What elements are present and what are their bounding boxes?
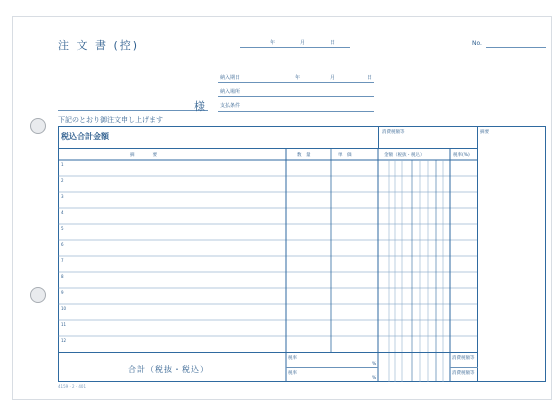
remarks-label: 摘要 [480,130,489,135]
tax-rate-label-2: 税率 [288,371,297,376]
percent-label-1: % [372,362,377,367]
date-year-label: 年 [270,40,276,46]
request-text: 下記のとおり御注文申し上げます [58,116,163,124]
row-number: 12 [61,338,67,343]
row-number: 1 [61,162,64,167]
col-amount-header: 金額（税抜・税込） [384,153,425,158]
total-row-top [58,352,478,353]
honorific-sama: 様 [194,100,205,113]
form-title: 注 文 書 (控) [58,39,140,52]
row-number: 3 [61,194,64,199]
row-number: 9 [61,290,64,295]
delivery-day-label: 日 [367,75,373,81]
row-number: 4 [61,210,64,215]
date-day-label: 日 [330,40,336,46]
row-number: 10 [61,306,67,311]
col-item-header: 摘 要 [130,153,157,158]
row-number: 7 [61,258,64,263]
payment-terms-label: 支払条件 [220,103,241,109]
tax-rate-label-1: 税率 [288,356,297,361]
col-tax-rate-header: 税率(%) [453,153,470,158]
subtotal-tax-divider [450,367,478,368]
subtotal-tax-label-2: 消費税額等 [452,371,475,376]
grand-total-label: 合計（税抜・税込） [128,365,209,374]
row-number: 5 [61,226,64,231]
col-unit-price-header: 単 価 [338,153,352,158]
footer-code: 4159 · 2 · 401 [58,384,86,389]
delivery-place-label: 納入場所 [220,89,241,95]
delivery-date-label: 納入期日 [220,75,241,81]
tax-total-label: 税込合計金額 [61,132,109,141]
row-number: 11 [61,322,67,327]
subtotal-tax-label-1: 消費税額等 [452,356,475,361]
row-number: 2 [61,178,64,183]
percent-label-2: % [372,376,377,381]
date-month-label: 月 [300,40,306,46]
order-number-label: No. [472,40,482,47]
col-qty-header: 数 量 [297,153,311,158]
consumption-tax-label: 消費税額等 [382,130,405,135]
delivery-year-label: 年 [295,75,301,81]
row-number: 6 [61,242,64,247]
row-number: 8 [61,274,64,279]
tax-row-divider [286,367,378,368]
delivery-month-label: 月 [330,75,336,81]
